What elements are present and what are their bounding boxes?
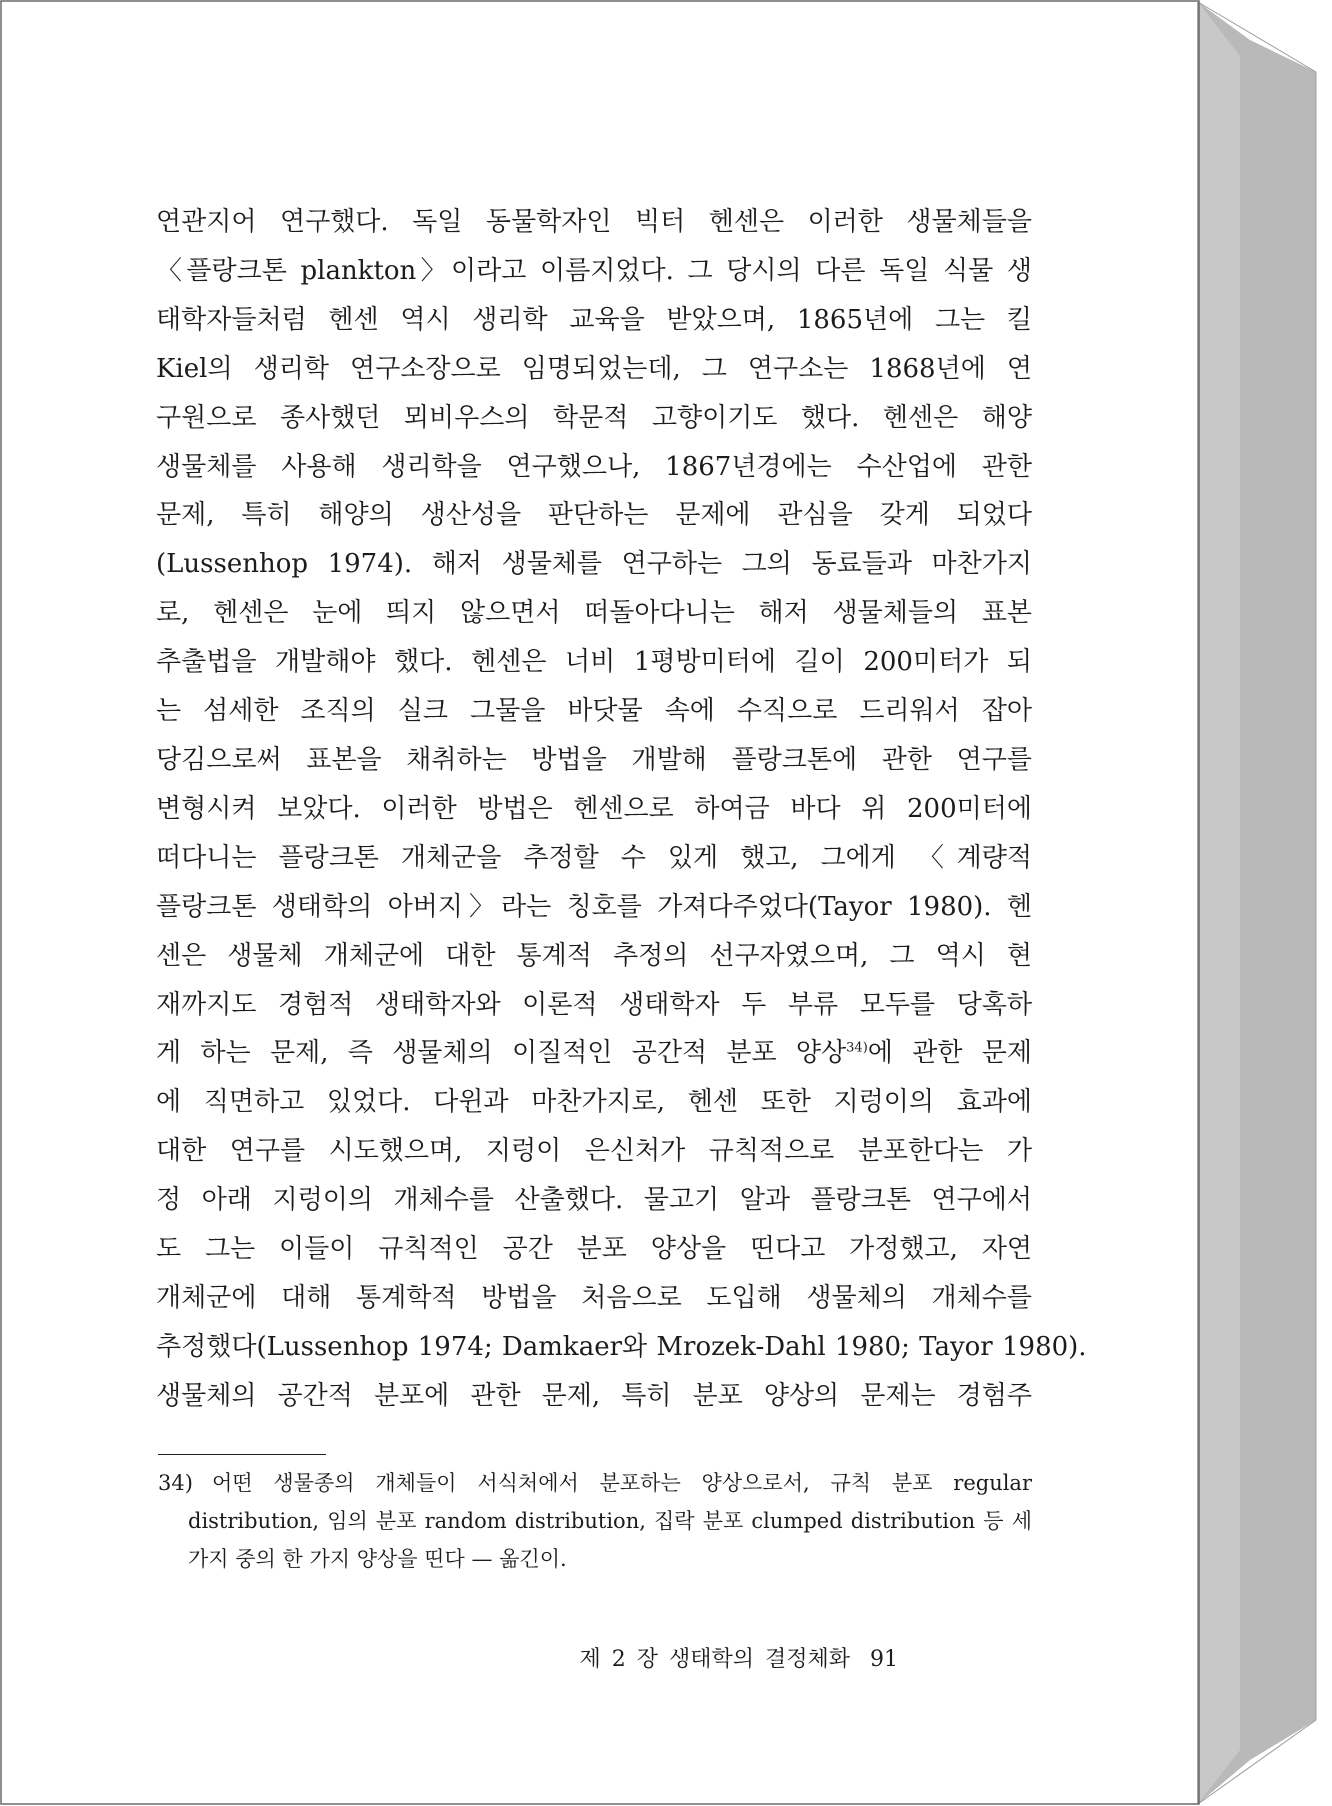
body-line-with-footnote-ref [156,1029,1032,1078]
footnote-line: distribution, 임의 분포 random distribution, 집락 분포 clumped distribution 등 세 [188,1509,1032,1533]
body-line: 에 직면하고 있었다. 다윈과 마찬가지로, 헨센 또한 지렁이의 효과에 [156,1087,1032,1118]
body-line: 변형시켜 보았다. 이러한 방법은 헨센으로 하여금 바다 위 200미터에 [156,793,1032,824]
body-line: 는 섬세한 조직의 실크 그물을 바닷물 속에 수직으로 드리워서 잡아 [156,696,1032,727]
footnote-divider [158,1454,326,1455]
footnote-ref[interactable]: 34) [846,1040,868,1056]
footnote-number: 34) [158,1471,193,1495]
body-line: 구원으로 종사했던 뫼비우스의 학문적 고향이기도 했다. 헨센은 해양 [156,402,1032,433]
chapter-title: 제 2 장 생태학의 결정체화 [579,1647,850,1672]
body-line: (Lussenhop 1974). 해저 생물체를 연구하는 그의 동료들과 마찬가지 [156,549,1032,580]
body-line: 〈플랑크톤 plankton〉이라고 이름지었다. 그 당시의 다른 독일 식물 생 [156,255,1032,286]
body-line: 재까지도 경험적 생태학자와 이론적 생태학자 두 부류 모두를 당혹하 [156,989,1032,1020]
body-line: 플랑크톤 생태학의 아버지〉라는 칭호를 가져다주었다(Tayor 1980). 헨 [156,891,1032,922]
running-footer [580,1642,899,1673]
body-line: 도 그는 이들이 규칙적인 공간 분포 양상을 띤다고 가정했고, 자연 [156,1234,1032,1265]
body-line: 로, 헨센은 눈에 띄지 않으면서 떠돌아다니는 해저 생물체들의 표본 [156,598,1032,629]
footnote-34 [158,1464,1032,1578]
footnote-line: 가지 중의 한 가지 양상을 띤다 — 옮긴이. [188,1547,567,1571]
body-text [156,198,1087,1421]
body-line: 문제, 특히 해양의 생산성을 판단하는 문제에 관심을 갖게 되었다 [156,500,1032,531]
page-number: 91 [870,1647,898,1672]
body-line: 연관지어 연구했다. 독일 동물학자인 빅터 헨센은 이러한 생물체들을 [156,207,1032,237]
book-page [2,2,1198,1804]
body-line: 대한 연구를 시도했으며, 지렁이 은신처가 규칙적으로 분포한다는 가 [156,1136,1032,1167]
body-line: 당김으로써 표본을 채취하는 방법을 개발해 플랑크톤에 관한 연구를 [156,744,1032,775]
body-line: 추정했다(Lussenhop 1974; Damkaer와 Mrozek-Dahl 1980; Tayor 1980). [156,1331,1087,1362]
body-line: 추출법을 개발해야 했다. 헨센은 너비 1평방미터에 길이 200미터가 되 [156,647,1032,678]
body-line: 생물체의 공간적 분포에 관한 문제, 특히 분포 양상의 문제는 경험주 [156,1380,1032,1411]
body-line-head: 게 하는 문제, 즉 생물체의 이질적인 공간적 분포 양상 [156,1038,847,1069]
body-line: 생물체를 사용해 생리학을 연구했으나, 1867년경에는 수산업에 관한 [156,451,1032,482]
body-line: 정 아래 지렁이의 개체수를 산출했다. 물고기 알과 플랑크톤 연구에서 [156,1185,1032,1216]
body-line: 개체군에 대해 통계학적 방법을 처음으로 도입해 생물체의 개체수를 [156,1282,1032,1313]
body-line: Kiel의 생리학 연구소장으로 임명되었는데, 그 연구소는 1868년에 연 [156,353,1032,384]
body-line-tail: 에 관한 문제 [867,1038,1032,1069]
footnote-line: 어떤 생물종의 개체들이 서식처에서 분포하는 양상으로서, 규칙 분포 regular [212,1471,1032,1495]
body-line: 센은 생물체 개체군에 대한 통계적 추정의 선구자였으며, 그 역시 현 [156,940,1032,971]
body-line: 떠다니는 플랑크톤 개체군을 추정할 수 있게 했고, 그에게 〈계량적 [156,842,1032,873]
body-line: 태학자들처럼 헨센 역시 생리학 교육을 받았으며, 1865년에 그는 킬 [156,304,1032,335]
book-side-inner [1198,2,1240,1804]
